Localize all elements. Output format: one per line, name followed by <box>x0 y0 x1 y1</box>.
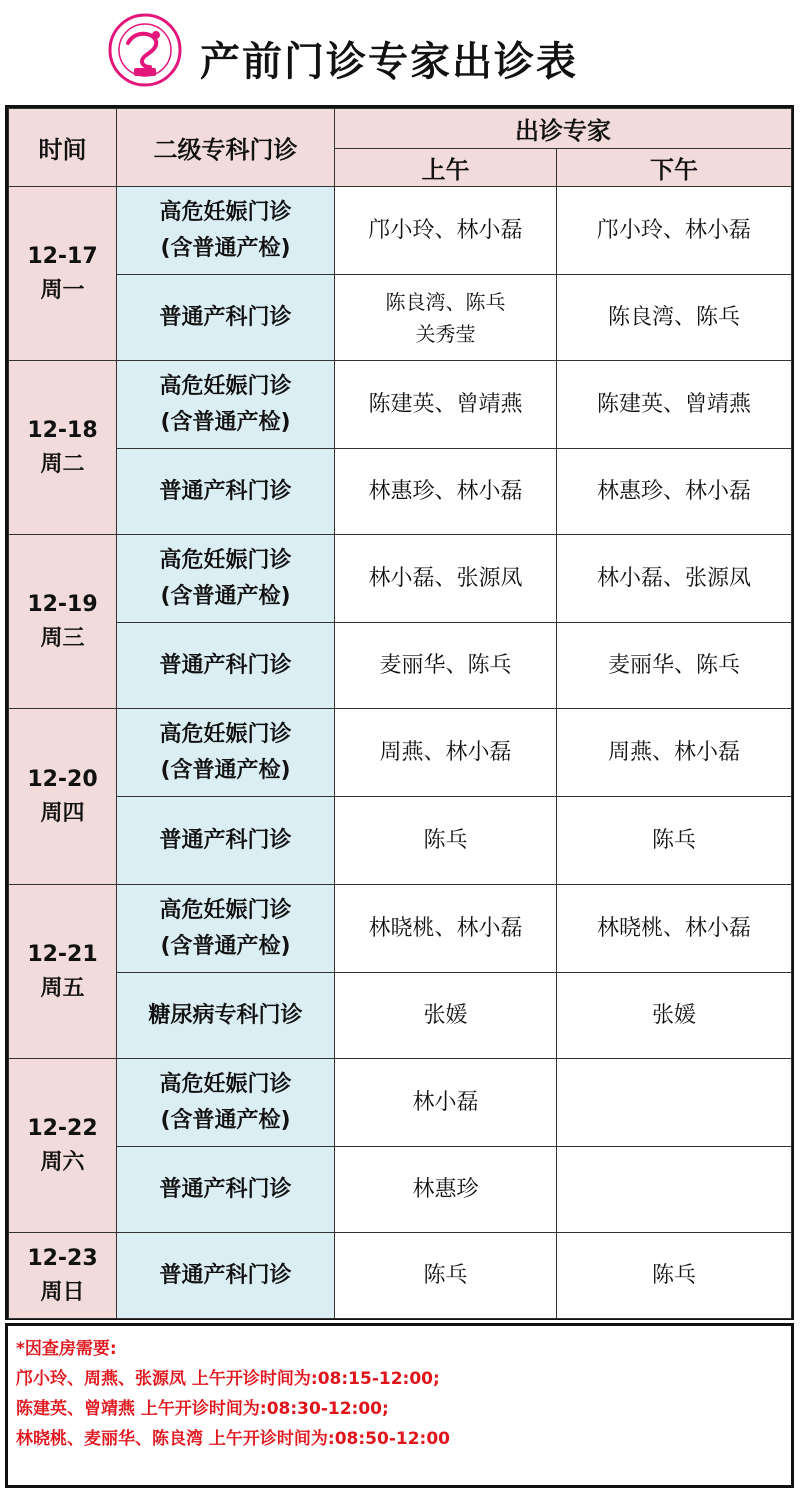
clinic-note: (含普通产检) <box>160 235 291 261</box>
doctor-cell-am <box>335 1233 557 1319</box>
date-label: 12-19 <box>27 591 98 617</box>
clinic-name: 普通产科门诊 <box>159 652 292 678</box>
clinic-cell <box>117 449 335 535</box>
table-row <box>9 1059 792 1147</box>
date-label: 12-23 <box>27 1245 98 1271</box>
table-row <box>9 275 792 361</box>
doctor-names: 陈乓 <box>423 827 468 853</box>
clinic-cell <box>117 709 335 797</box>
doctor-names: 陈良湾、陈乓 <box>607 304 740 330</box>
clinic-name: 普通产科门诊 <box>159 1262 292 1288</box>
clinic-name: 普通产科门诊 <box>159 1176 292 1202</box>
table-row <box>9 449 792 535</box>
clinic-cell <box>117 1059 335 1147</box>
doctor-cell-am <box>335 275 557 361</box>
doctor-names: 陈乓 <box>651 1262 696 1288</box>
weekday-label: 周三 <box>40 625 85 651</box>
doctor-names: 林惠珍、林小磊 <box>596 478 751 504</box>
weekday-label: 周一 <box>40 277 85 303</box>
clinic-cell <box>117 797 335 885</box>
doctor-cell-pm <box>557 797 792 885</box>
doctor-names: 陈建英、曾靖燕 <box>368 391 523 417</box>
doctor-names: 周燕、林小磊 <box>607 739 740 765</box>
doctor-names: 林惠珍 <box>412 1176 479 1202</box>
doctor-names: 林晓桃、林小磊 <box>596 915 751 941</box>
table-row <box>9 535 792 623</box>
doctor-cell-pm <box>557 1147 792 1233</box>
clinic-name: 糖尿病专科门诊 <box>148 1002 303 1028</box>
date-cell <box>9 361 117 535</box>
doctor-cell-pm <box>557 275 792 361</box>
clinic-note: (含普通产检) <box>160 1107 291 1133</box>
clinic-name: 高危妊娠门诊 <box>159 547 292 573</box>
doctor-names: 陈良湾、陈乓 <box>385 289 506 314</box>
schedule-table <box>8 108 792 1319</box>
doctor-names: 麦丽华、陈乓 <box>379 652 512 678</box>
clinic-cell <box>117 623 335 709</box>
doctor-names: 陈乓 <box>651 827 696 853</box>
doctor-names: 林小磊、张源凤 <box>596 565 751 591</box>
doctor-cell-pm <box>557 1059 792 1147</box>
doctor-names: 麦丽华、陈乓 <box>607 652 740 678</box>
clinic-cell <box>117 187 335 275</box>
doctor-names-extra: 关秀莹 <box>415 321 476 346</box>
clinic-cell <box>117 535 335 623</box>
table-row <box>9 1233 792 1319</box>
clinic-note: (含普通产检) <box>160 409 291 435</box>
doctor-names: 邝小玲、林小磊 <box>596 217 751 243</box>
header-time: 时间 <box>9 109 117 187</box>
weekday-label: 周六 <box>40 1149 85 1175</box>
doctor-cell-am <box>335 1147 557 1233</box>
doctor-cell-pm <box>557 709 792 797</box>
date-label: 12-20 <box>27 766 98 792</box>
table-row <box>9 1147 792 1233</box>
table-row <box>9 623 792 709</box>
doctor-cell-am <box>335 623 557 709</box>
doctor-cell-pm <box>557 361 792 449</box>
doctor-names: 张媛 <box>423 1002 468 1028</box>
notes-line: 邝小玲、周燕、张源凤 上午开诊时间为:08:15-12:00; <box>16 1369 440 1389</box>
clinic-note: (含普通产检) <box>160 583 291 609</box>
doctor-cell-am <box>335 1059 557 1147</box>
doctor-names: 陈建英、曾靖燕 <box>596 391 751 417</box>
hospital-logo-icon <box>108 13 182 87</box>
weekday-label: 周五 <box>40 975 85 1001</box>
doctor-names: 周燕、林小磊 <box>379 739 512 765</box>
doctor-cell-am <box>335 535 557 623</box>
date-label: 12-17 <box>27 243 98 269</box>
doctor-cell-am <box>335 361 557 449</box>
clinic-name: 普通产科门诊 <box>159 478 292 504</box>
date-cell <box>9 885 117 1059</box>
date-label: 12-22 <box>27 1115 98 1141</box>
date-cell <box>9 535 117 709</box>
doctor-names: 林晓桃、林小磊 <box>368 915 523 941</box>
date-cell <box>9 187 117 361</box>
doctor-cell-pm <box>557 449 792 535</box>
doctor-cell-am <box>335 797 557 885</box>
clinic-note: (含普通产检) <box>160 757 291 783</box>
date-cell <box>9 709 117 885</box>
header-experts: 出诊专家 <box>335 109 792 149</box>
header-clinic: 二级专科门诊 <box>117 109 335 187</box>
doctor-cell-pm <box>557 973 792 1059</box>
doctor-names: 林惠珍、林小磊 <box>368 478 523 504</box>
table-row <box>9 973 792 1059</box>
doctor-cell-am <box>335 973 557 1059</box>
doctor-cell-am <box>335 449 557 535</box>
table-row <box>9 361 792 449</box>
notes-box <box>5 1323 794 1488</box>
clinic-name: 普通产科门诊 <box>159 827 292 853</box>
table-row <box>9 187 792 275</box>
doctor-cell-am <box>335 709 557 797</box>
doctor-names: 邝小玲、林小磊 <box>368 217 523 243</box>
doctor-names: 陈乓 <box>423 1262 468 1288</box>
page-header <box>0 0 800 100</box>
clinic-name: 高危妊娠门诊 <box>159 1071 292 1097</box>
table-row <box>9 885 792 973</box>
clinic-name: 高危妊娠门诊 <box>159 721 292 747</box>
doctor-cell-am <box>335 885 557 973</box>
table-row <box>9 709 792 797</box>
header-pm: 下午 <box>557 149 792 187</box>
clinic-cell <box>117 1147 335 1233</box>
clinic-name: 普通产科门诊 <box>159 304 292 330</box>
weekday-label: 周四 <box>40 800 85 826</box>
clinic-name: 高危妊娠门诊 <box>159 373 292 399</box>
clinic-cell <box>117 973 335 1059</box>
weekday-label: 周二 <box>40 451 85 477</box>
date-cell <box>9 1233 117 1319</box>
notes-line: 陈建英、曾靖燕 上午开诊时间为:08:30-12:00; <box>16 1399 389 1419</box>
doctor-names: 林小磊、张源凤 <box>368 565 523 591</box>
date-cell <box>9 1059 117 1233</box>
doctor-cell-pm <box>557 535 792 623</box>
notes-line: 林晓桃、麦丽华、陈良湾 上午开诊时间为:08:50-12:00 <box>16 1429 450 1449</box>
weekday-label: 周日 <box>40 1279 85 1305</box>
date-label: 12-21 <box>27 941 98 967</box>
doctor-cell-pm <box>557 1233 792 1319</box>
clinic-cell <box>117 361 335 449</box>
notes-heading: *因查房需要: <box>16 1339 117 1359</box>
clinic-name: 高危妊娠门诊 <box>159 897 292 923</box>
clinic-note: (含普通产检) <box>160 933 291 959</box>
doctor-cell-pm <box>557 885 792 973</box>
date-label: 12-18 <box>27 417 98 443</box>
clinic-cell <box>117 1233 335 1319</box>
table-row <box>9 797 792 885</box>
clinic-name: 高危妊娠门诊 <box>159 199 292 225</box>
doctor-names: 张媛 <box>651 1002 696 1028</box>
header-am: 上午 <box>335 149 557 187</box>
doctor-cell-am <box>335 187 557 275</box>
clinic-cell <box>117 275 335 361</box>
doctor-cell-pm <box>557 623 792 709</box>
clinic-cell <box>117 885 335 973</box>
doctor-cell-pm <box>557 187 792 275</box>
page-title: 产前门诊专家出诊表 <box>200 39 578 85</box>
doctor-names: 林小磊 <box>412 1089 479 1115</box>
